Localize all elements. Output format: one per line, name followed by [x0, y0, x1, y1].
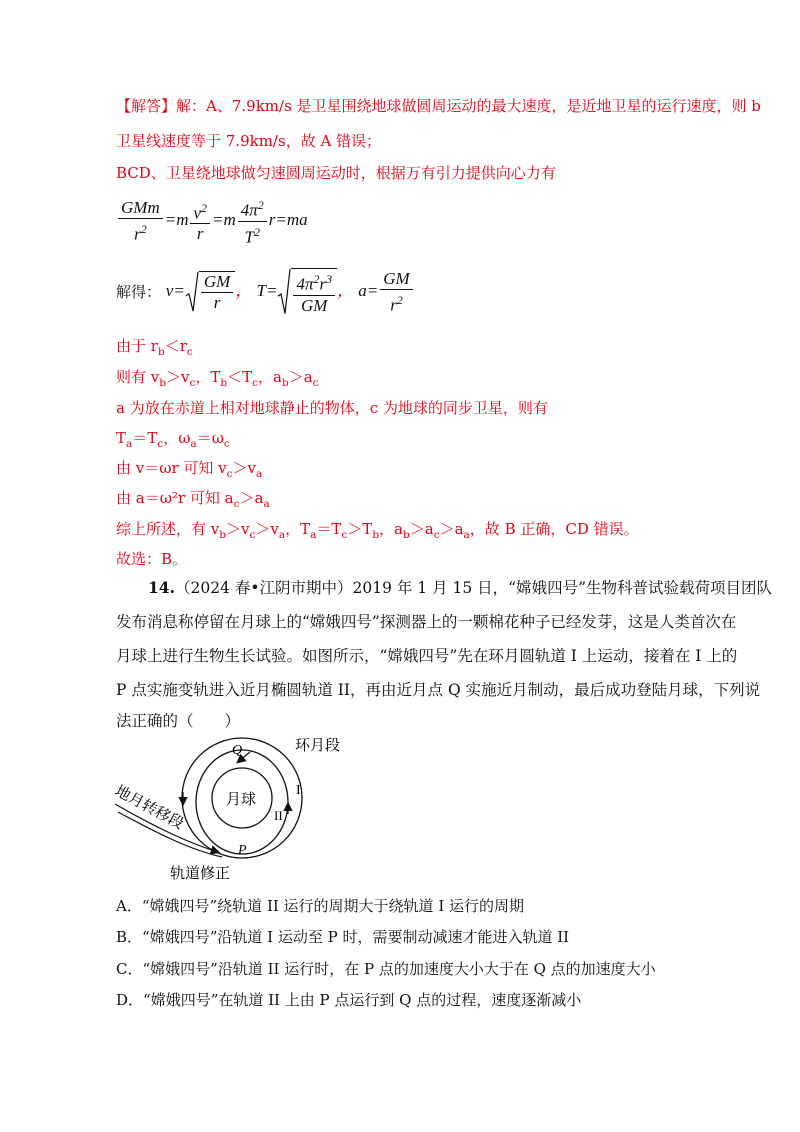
- frac-gmm: $\frac{\text{GMm}}{r^2}$: [118, 198, 163, 245]
- orbit-segment-label: 环月段: [295, 736, 341, 754]
- radical-icon: [277, 268, 291, 316]
- frac-a: $\frac{GM}{r^2}$: [380, 269, 412, 316]
- answer-line-2: 卫星线速度等于 7.9km/s，故 A 错误；: [116, 132, 382, 150]
- derivation-line-8: 故选：B。: [116, 550, 188, 568]
- frac-4pi2: $\frac{4\pi^2}{T^2}$: [238, 195, 267, 247]
- orbit-2-label: II: [274, 808, 283, 823]
- derivation-line-4: $T_a=T_c$，$\omega_a=\omega_c$: [116, 429, 230, 450]
- correction-label: 轨道修正: [170, 864, 231, 882]
- question-line-2: 发布消息称停留在月球上的“嫦娥四号”探测器上的一颗棉花种子已经发芽，这是人类首次在: [116, 613, 737, 631]
- answer-tag: 【解答】: [116, 97, 177, 115]
- equation-gravity: $\frac{\text{GMm}}{r^2}$ =m $\frac{v^2}{r}$ =m $\frac{4\pi^2}{T^2}$ r=ma: [116, 195, 308, 247]
- equation-solve: 解得： v= $\frac{GM}{r}$ ， T= $\frac{4\pi^2r^3}{GM}$ ， a= $\frac{GM}{r^2}$: [116, 268, 415, 316]
- derivation-line-3: a 为放在赤道上相对地球静止的物体，c 为地球的同步卫星，则有: [116, 399, 548, 417]
- option-a: A．“嫦娥四号”绕轨道 II 运行的周期大于绕轨道 I 运行的周期: [116, 897, 525, 915]
- answer-line-3: BCD、卫星绕地球做匀速圆周运动时，根据万有引力提供向心力有: [116, 164, 556, 182]
- option-d: D．“嫦娥四号”在轨道 II 上由 P 点运行到 Q 点的过程，速度逐渐减小: [116, 991, 582, 1009]
- point-p-label: P: [238, 843, 247, 858]
- question-line-5: 法正确的（ ）: [116, 712, 241, 730]
- question-number: 14.: [148, 578, 175, 597]
- option-c: C．“嫦娥四号”沿轨道 II 运行时，在 P 点的加速度大小大于在 Q 点的加速度大小: [116, 960, 656, 978]
- question-line-1: 14.（2024 春•江阴市期中）2019 年 1 月 15 日，“嫦娥四号”生物科普试验载荷项目团队: [148, 578, 773, 597]
- sqrt-t: $\frac{4\pi^2r^3}{GM}$: [277, 268, 337, 316]
- option-b: B．“嫦娥四号”沿轨道 I 运动至 P 时，需要制动减速才能进入轨道 II: [116, 928, 570, 946]
- sqrt-v: $\frac{GM}{r}$: [185, 271, 235, 313]
- question-line-4: P 点实施变轨进入近月椭圆轨道 II，再由近月点 Q 实施近月制动，最后成功登陆月球，下列说: [116, 681, 761, 699]
- radical-icon: [185, 271, 199, 313]
- question-line-3: 月球上进行生物生长试验。如图所示，“嫦娥四号”先在环月圆轨道 I 上运动，接着在 I 上的: [116, 647, 738, 665]
- derivation-line-5: 由 v＝ωr 可知 $v_c>v_a$: [116, 459, 263, 480]
- answer-text-1: 解：A、7.9km/s 是卫星围绕地球做圆周运动的最大速度，是近地卫星的运行速度，则 b: [176, 97, 761, 115]
- derivation-line-2: 则有 $v_b>v_c$，$T_b<T_c$，$a_b>a_c$: [116, 368, 319, 389]
- orbit-1-label: I: [296, 783, 301, 798]
- orbit-diagram: [110, 732, 370, 882]
- derivation-line-6: 由 a＝ω²r 可知 $a_c>a_a$: [116, 489, 270, 510]
- transfer-label: 地月转移段: [112, 781, 187, 833]
- derivation-line-1: 由于 $r_b<r_c$: [116, 337, 193, 358]
- frac-v2r: $\frac{v^2}{r}$: [190, 198, 210, 245]
- answer-line-1: [116, 96, 761, 116]
- derivation-line-7: 综上所述，有 $v_b>v_c>v_a$，$T_a=T_c>T_b$，$a_b>a_c>a_a$，故 B 正确，CD 错误。: [116, 520, 639, 541]
- point-q-label: Q: [232, 743, 243, 758]
- moon-label: 月球: [226, 790, 257, 808]
